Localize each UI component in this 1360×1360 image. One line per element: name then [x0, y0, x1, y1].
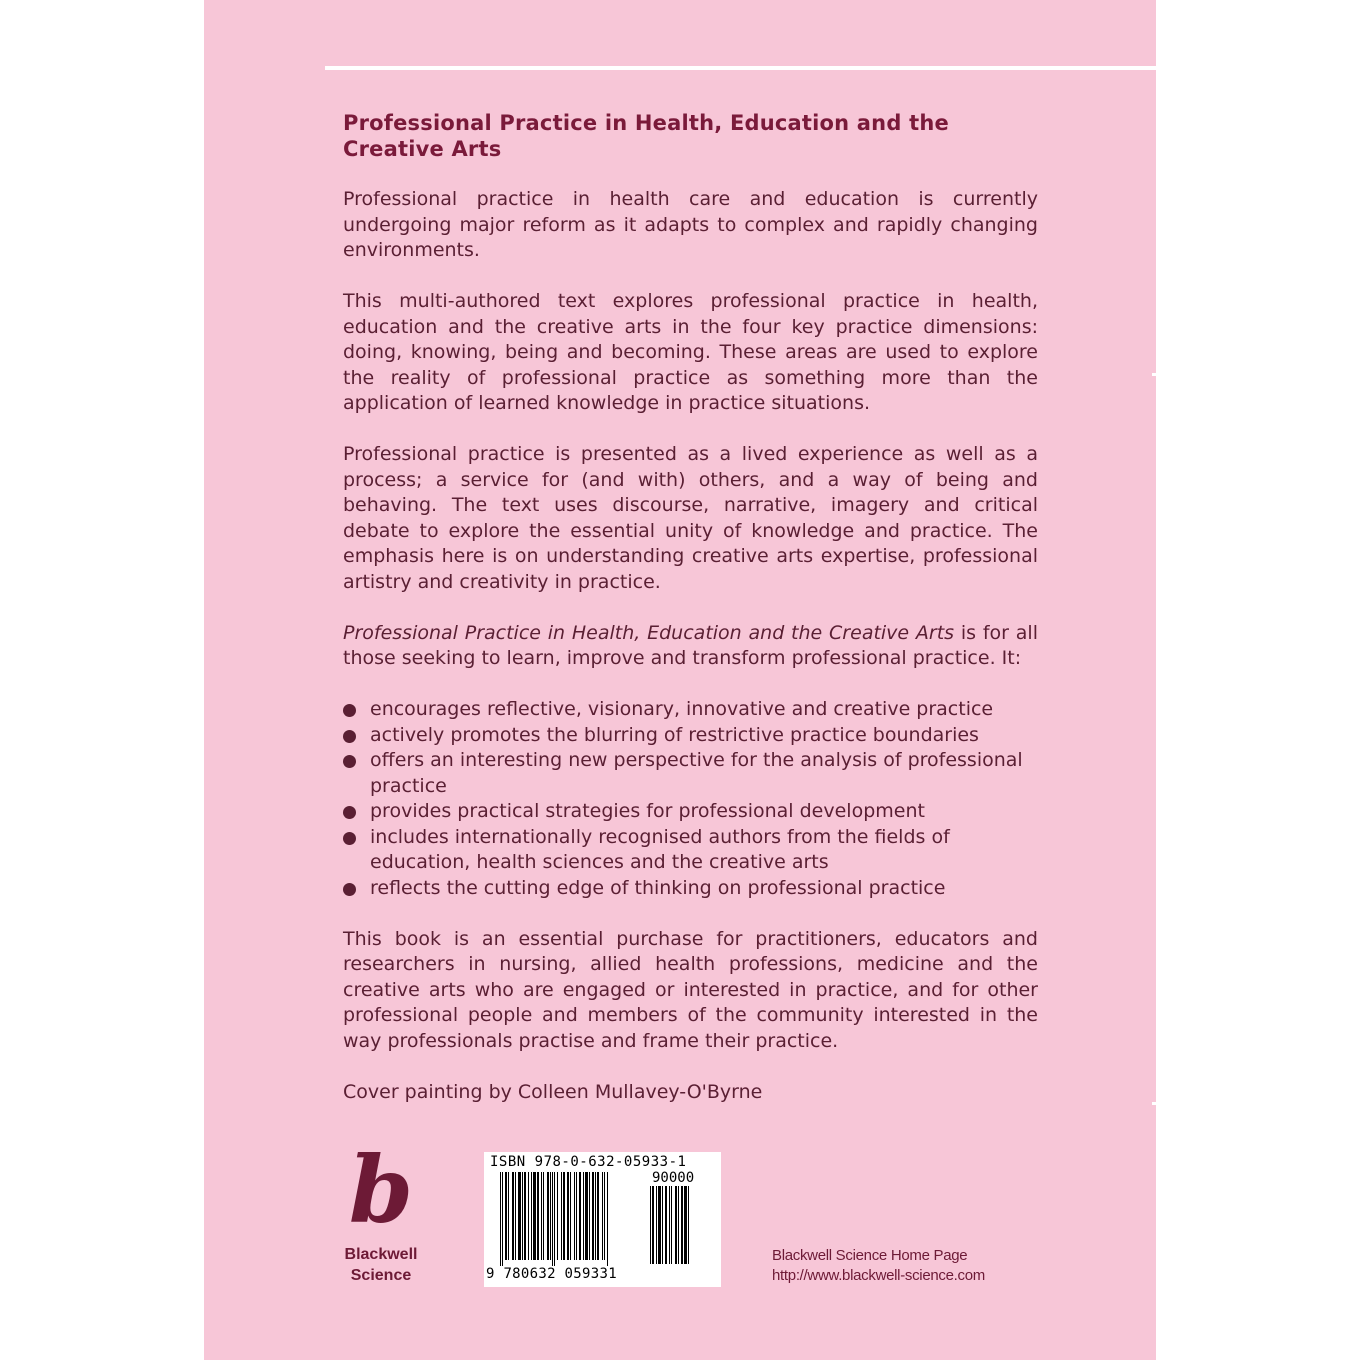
bullet-icon: [343, 704, 356, 717]
barcode-bar: [512, 1172, 514, 1260]
isbn-number: ISBN 978-0-632-05933-1: [490, 1154, 687, 1170]
barcode-bar: [508, 1172, 509, 1260]
cover-credit: Cover painting by Colleen Mullavey-O'Byrne: [343, 1080, 763, 1103]
barcode-bar: [607, 1172, 608, 1266]
barcode-bar: [658, 1186, 661, 1264]
barcode-bar: [547, 1172, 549, 1260]
list-item-text: encourages reflective, visionary, innovative and creative practice: [370, 698, 994, 720]
blurb: [343, 110, 1038, 1105]
publisher-logo: [338, 1136, 424, 1286]
barcode-bar: [567, 1172, 569, 1260]
logo-letter: b: [348, 1136, 414, 1244]
barcode-bar: [592, 1172, 594, 1260]
barcode-bar: [522, 1172, 523, 1260]
barcode-bar: [537, 1172, 539, 1260]
barcode-bar: [579, 1172, 581, 1260]
barcode-bar: [515, 1172, 516, 1260]
isbn-barcode: [484, 1152, 721, 1287]
barcode-bar: [684, 1186, 687, 1264]
barcode-bar: [505, 1172, 507, 1260]
bullet-icon: [343, 730, 356, 743]
barcode-bar: [561, 1172, 562, 1260]
barcode-bar: [669, 1186, 670, 1264]
barcode-bar: [671, 1186, 672, 1264]
barcode-bar: [570, 1172, 571, 1260]
barcode-bar: [557, 1172, 558, 1260]
barcode-bar: [524, 1172, 526, 1260]
barcode-bar: [518, 1172, 521, 1260]
audience-text: is for all those seeking to learn, improve and transform professional practice. It:: [343, 621, 1038, 669]
barcode-bar: [681, 1186, 683, 1264]
feature-list: [343, 697, 1038, 901]
list-item-text: includes internationally recognised authors from the fields of education, health sciences and the creative arts: [370, 825, 950, 873]
edge-mark: [1152, 1102, 1156, 1105]
list-item: [343, 799, 1038, 825]
bullet-icon: [343, 755, 356, 768]
list-item-text: provides practical strategies for professional development: [370, 800, 925, 822]
barcode-bar: [688, 1186, 689, 1264]
barcode-bar: [656, 1186, 657, 1264]
ean-digits: 9 780632 059331: [486, 1266, 617, 1282]
price-code: 90000: [652, 1170, 695, 1186]
barcode-bar: [552, 1172, 553, 1266]
barcode-bar: [602, 1172, 603, 1260]
list-item: [343, 723, 1038, 749]
barcode-bar: [550, 1172, 551, 1260]
barcode-bar: [665, 1186, 667, 1264]
list-item: [343, 876, 1038, 902]
barcode-bar: [541, 1172, 542, 1260]
dimensions-paragraph: This multi-authored text explores professional practice in health, education and the creative arts in the four key practice dimensions: doing, knowing, being and becoming. These areas are used to explore the reality of professional practice as something more than the application of learned knowledge in practice situations.: [343, 290, 1038, 414]
barcode-bar: [585, 1172, 588, 1260]
list-item-text: actively promotes the blurring of restrictive practice boundaries: [370, 723, 979, 746]
barcode-bar: [583, 1172, 584, 1260]
list-item: [343, 825, 1038, 876]
closing-paragraph: This book is an essential purchase for practitioners, educators and researchers in nursing, allied health professions, medicine and the creative arts who are engaged or interested in practice, and for other professional people and members of the community interested in the way professionals practise and frame their practice.: [343, 927, 1038, 1052]
bullet-icon: [343, 883, 356, 896]
barcode-bar: [554, 1172, 555, 1266]
barcode-bar: [652, 1186, 654, 1264]
barcode-bar: [500, 1172, 501, 1266]
edge-mark: [1152, 373, 1156, 376]
bullet-icon: [343, 832, 356, 845]
barcode-bar: [589, 1172, 590, 1260]
barcode-bar: [662, 1186, 663, 1264]
list-item: [343, 748, 1038, 799]
homepage-url: http://www.blackwell-science.com: [772, 1267, 985, 1284]
top-rule: [325, 66, 1156, 70]
barcode-bar: [528, 1172, 529, 1260]
list-item-text: reflects the cutting edge of thinking on professional practice: [370, 876, 946, 899]
list-item-text: offers an interesting new perspective for the analysis of professional practice: [370, 749, 1023, 797]
barcode-bar: [595, 1172, 596, 1260]
audience-title: Professional Practice in Health, Education and the Creative Arts: [343, 621, 955, 644]
homepage-label: Blackwell Science Home Page: [772, 1247, 968, 1264]
barcode-bar: [543, 1172, 544, 1260]
publisher-homepage: [772, 1246, 985, 1286]
audience-paragraph: [343, 621, 1038, 672]
lived-experience-paragraph: Professional practice is presented as a lived experience as well as a process; a service for (and with) others, and a way of being and behaving. The text uses discourse, narrative, imagery and critical debate to explore the essential unity of knowledge and practice. The emphasis here is on understanding creative arts expertise, professional artistry and creativity in practice.: [343, 443, 1038, 593]
barcode-bar: [678, 1186, 679, 1264]
publisher-name-line1: Blackwell: [344, 1246, 418, 1263]
bullet-icon: [343, 806, 356, 819]
ean-bars: [500, 1172, 640, 1268]
barcode-bar: [574, 1172, 575, 1260]
book-title: Professional Practice in Health, Education and the Creative Arts: [343, 111, 949, 161]
list-item: [343, 697, 1038, 723]
barcode-bar: [650, 1186, 651, 1264]
barcode-bar: [533, 1172, 536, 1260]
intro-paragraph: Professional practice in health care and education is currently undergoing major reform as it adapts to complex and rapidly changing environments.: [343, 188, 1038, 261]
publisher-name-line2: Science: [350, 1267, 412, 1284]
barcode-bar: [604, 1172, 605, 1260]
addon-bars: [650, 1186, 716, 1266]
barcode-bar: [597, 1172, 599, 1260]
barcode-bar: [502, 1172, 503, 1266]
barcode-bar: [531, 1172, 532, 1260]
barcode-bar: [675, 1186, 677, 1264]
barcode-bar: [576, 1172, 577, 1260]
barcode-bar: [563, 1172, 565, 1260]
